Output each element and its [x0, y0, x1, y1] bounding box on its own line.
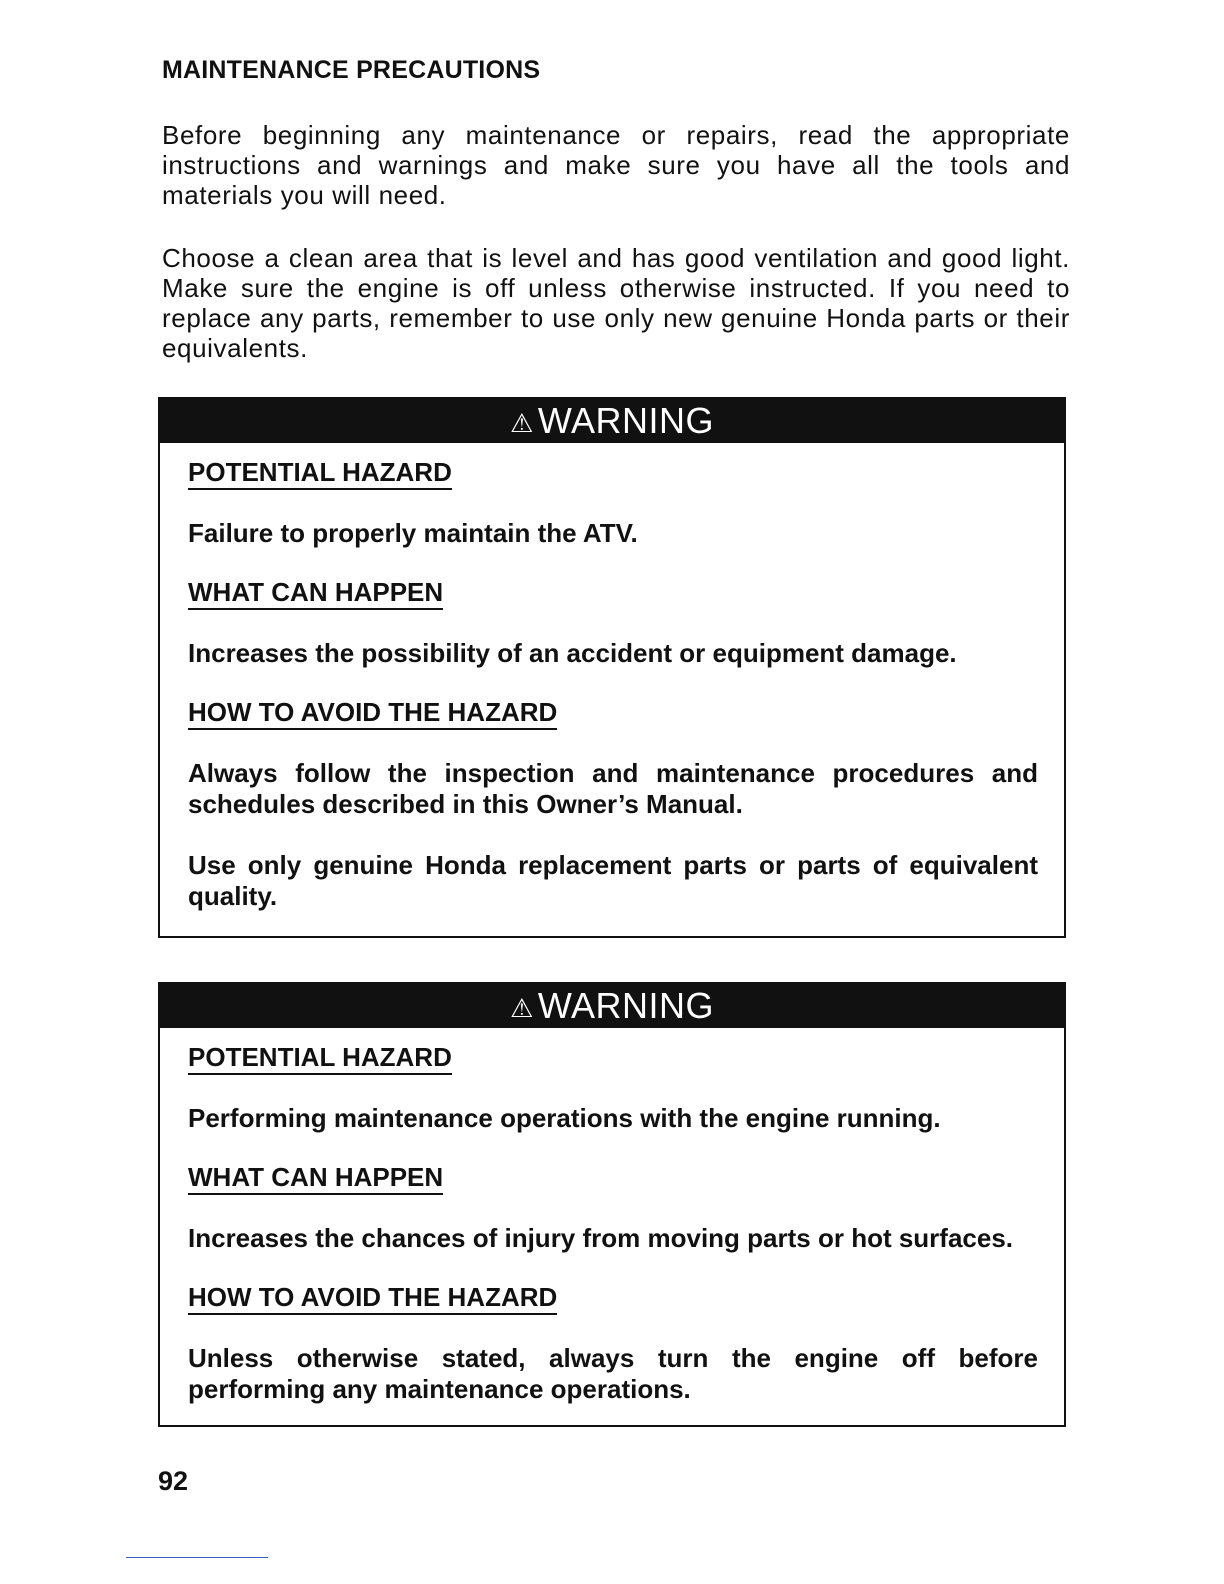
how-to-avoid-text: Always follow the inspection and maintenance procedures and schedules described in this Owner’s Manual.	[188, 758, 1038, 819]
how-to-avoid-heading: HOW TO AVOID THE HAZARD	[188, 697, 557, 730]
what-can-happen-heading: WHAT CAN HAPPEN	[188, 577, 443, 610]
warning-body	[160, 443, 1064, 912]
potential-hazard-text: Performing maintenance operations with the engine running.	[188, 1103, 941, 1133]
intro-paragraph-work-area: Choose a clean area that is level and has good ventilation and good light. Make sure the engine is off unless otherwise instructed. If you need to replace any parts, remember to use only new genuine Honda parts or their equivalents.	[162, 243, 1070, 363]
warning-header	[160, 984, 1064, 1028]
warning-box-maintenance	[158, 397, 1066, 938]
how-to-avoid-text: Unless otherwise stated, always turn the engine off before performing any maintenance operations.	[188, 1343, 1038, 1404]
warning-header	[160, 399, 1064, 443]
how-to-avoid-text: Use only genuine Honda replacement parts or parts of equivalent quality.	[188, 850, 1038, 911]
warning-box-engine-running	[158, 982, 1066, 1427]
section-title: MAINTENANCE PRECAUTIONS	[162, 56, 541, 84]
warning-body	[160, 1028, 1064, 1405]
warning-triangle-icon: ⚠	[510, 407, 534, 438]
potential-hazard-heading: POTENTIAL HAZARD	[188, 1042, 452, 1075]
potential-hazard-heading: POTENTIAL HAZARD	[188, 457, 452, 490]
potential-hazard-text: Failure to properly maintain the ATV.	[188, 518, 638, 548]
warning-header-label: WARNING	[537, 985, 714, 1026]
intro-paragraph-tools: Before beginning any maintenance or repairs, read the appropriate instructions and warnings and make sure you have all the tools and materials you will need.	[162, 120, 1070, 210]
warning-triangle-icon: ⚠	[510, 992, 534, 1023]
how-to-avoid-heading: HOW TO AVOID THE HAZARD	[188, 1282, 557, 1315]
warning-header-label: WARNING	[537, 400, 714, 441]
what-can-happen-text: Increases the chances of injury from moving parts or hot surfaces.	[188, 1223, 1014, 1253]
bottom-divider	[126, 1557, 268, 1558]
what-can-happen-text: Increases the possibility of an accident or equipment damage.	[188, 638, 957, 668]
page-number: 92	[158, 1466, 189, 1496]
what-can-happen-heading: WHAT CAN HAPPEN	[188, 1162, 443, 1195]
